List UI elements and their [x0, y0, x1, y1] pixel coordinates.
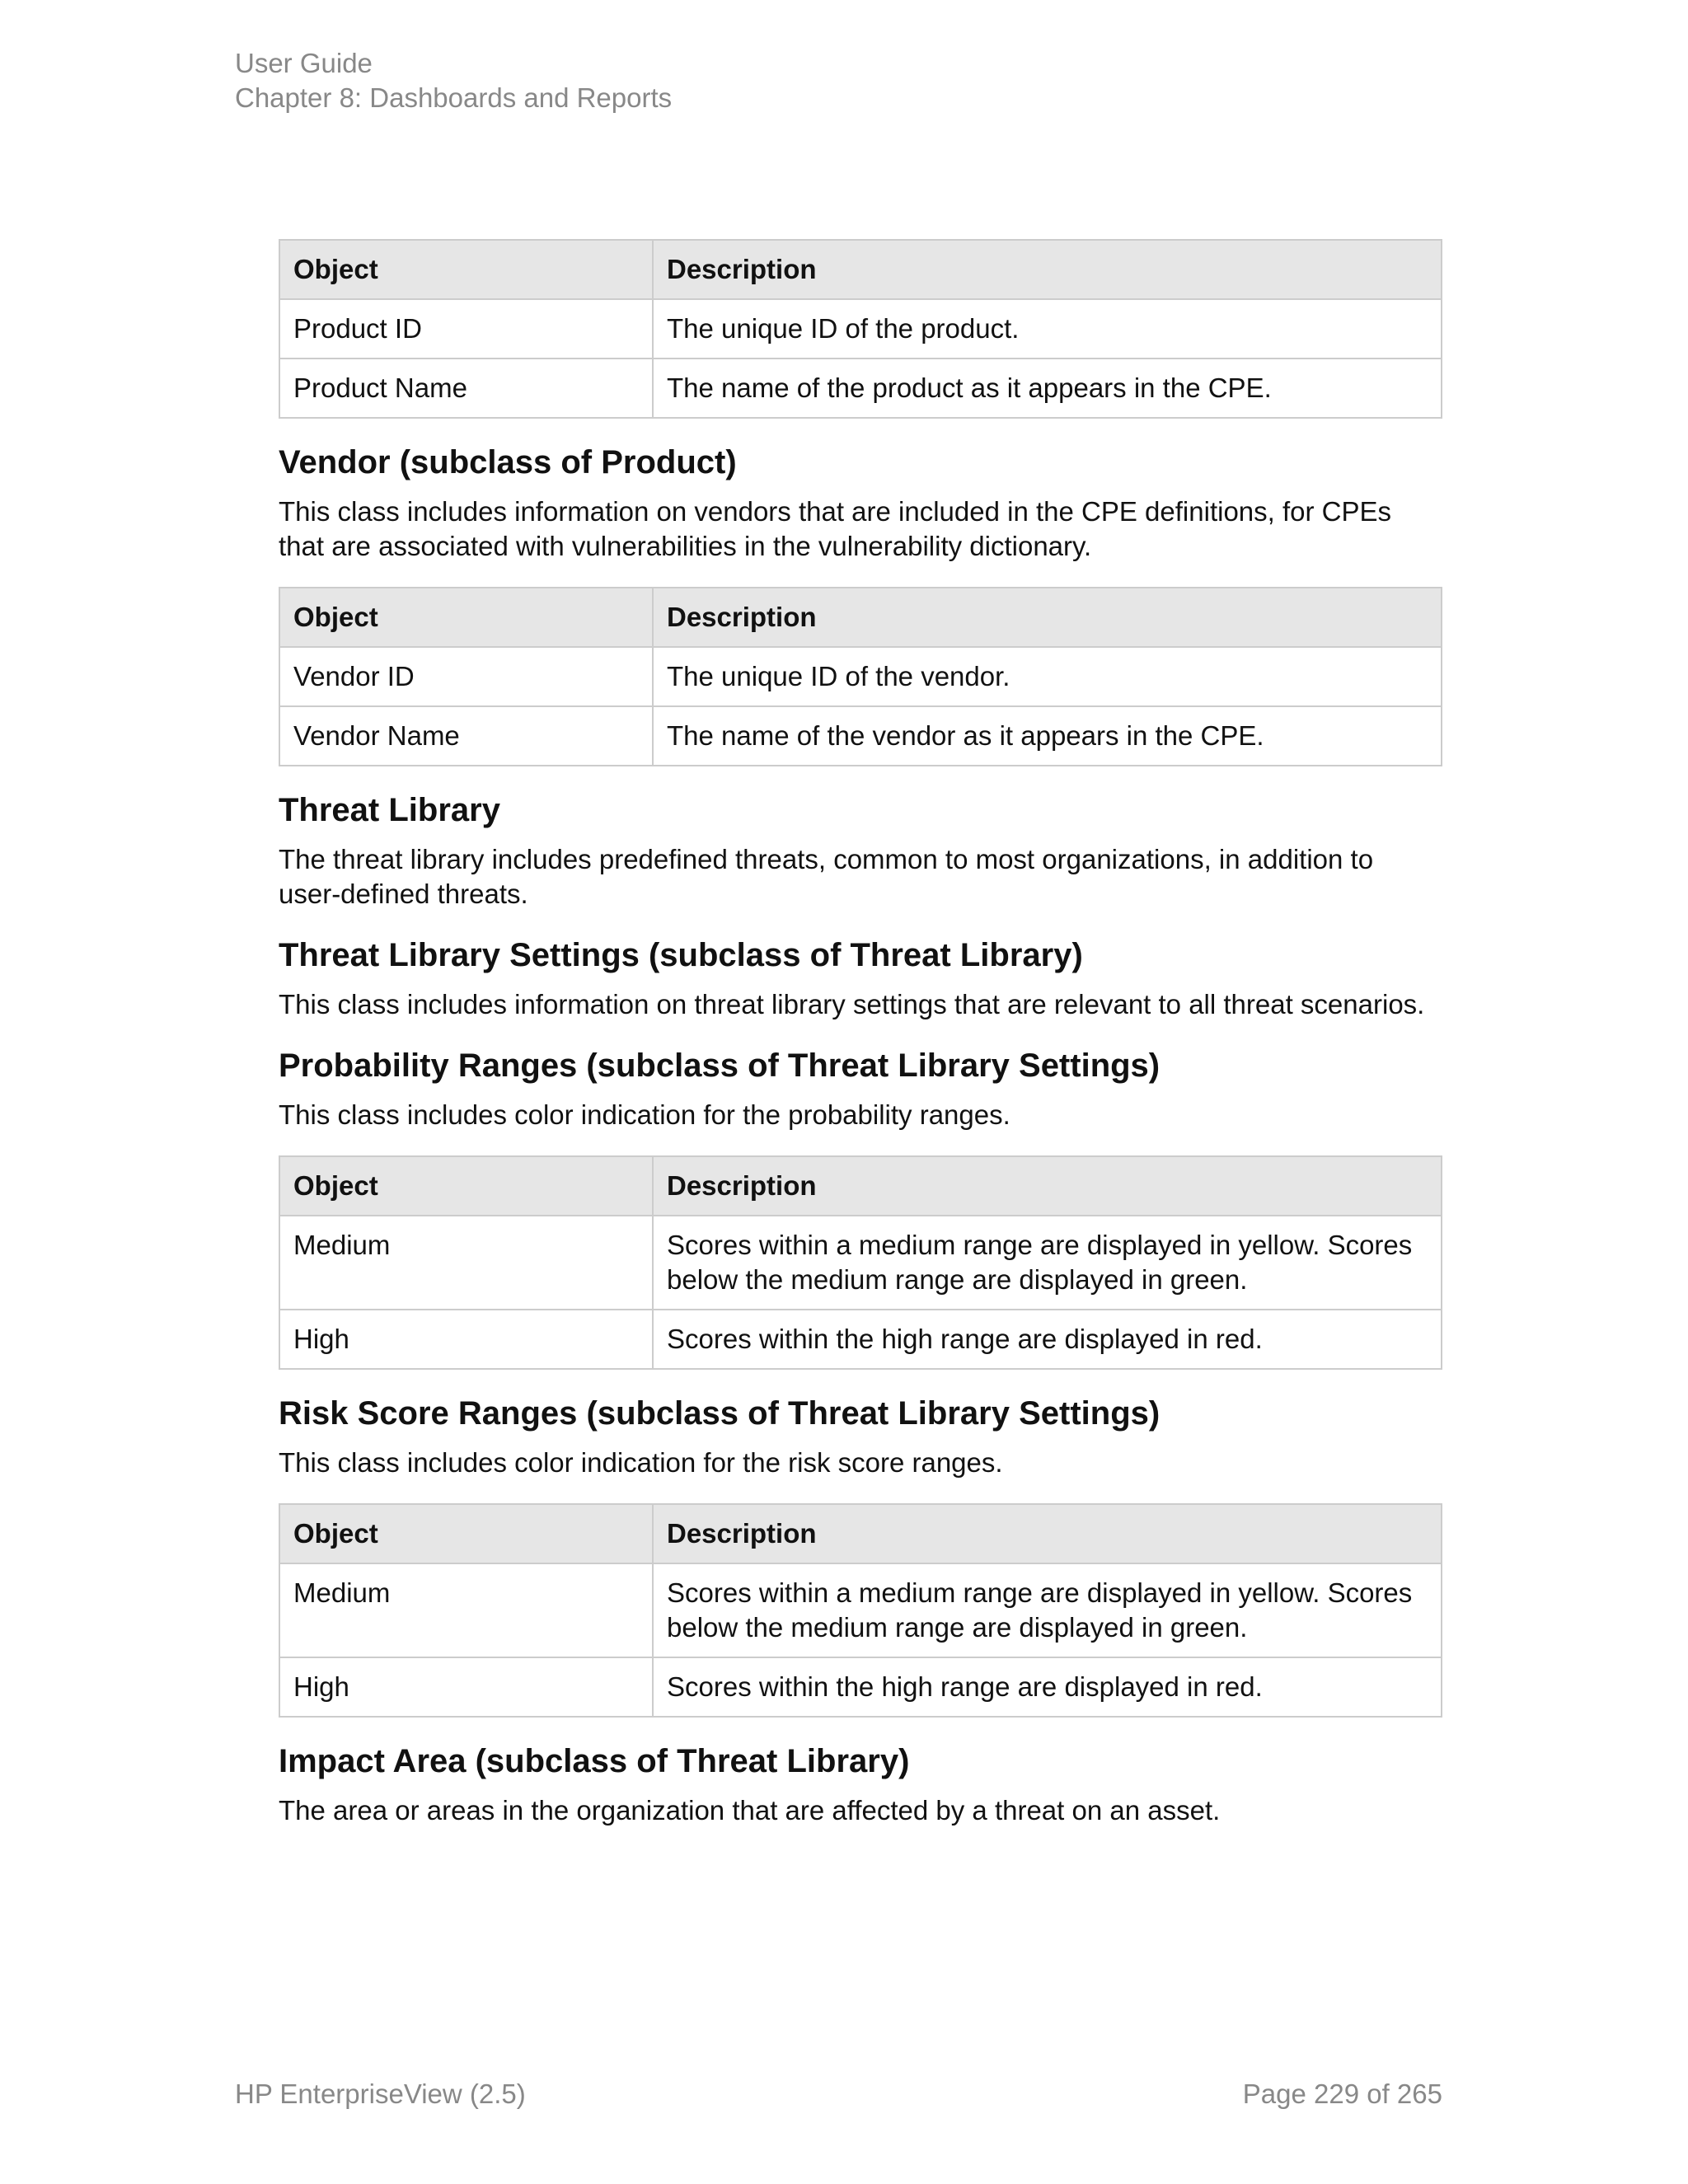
column-header-description: Description — [653, 588, 1442, 647]
object-cell: High — [279, 1310, 653, 1369]
table-row — [279, 1216, 1442, 1310]
header-chapter-title: Chapter 8: Dashboards and Reports — [235, 82, 673, 113]
section-heading-impact-area: Impact Area (subclass of Threat Library) — [279, 1743, 910, 1779]
section-text-impact-area: The area or areas in the organization that are affected by a threat on an asset. — [279, 1795, 1221, 1825]
description-cell: The name of the product as it appears in the CPE. — [653, 359, 1442, 418]
table-row — [279, 1657, 1442, 1717]
section-text-risk-score-ranges: This class includes color indication for the risk score ranges. — [279, 1447, 1003, 1478]
table-row — [279, 1310, 1442, 1369]
table-row — [279, 1563, 1442, 1657]
section-heading-threat-library-settings: Threat Library Settings (subclass of Threat Library) — [279, 937, 1083, 973]
section-text-probability-ranges: This class includes color indication for the probability ranges. — [279, 1099, 1010, 1130]
description-cell: Scores within a medium range are displayed in yellow. Scores below the medium range are displayed in green. — [653, 1216, 1442, 1310]
page-footer — [235, 2077, 1442, 2111]
table-row — [279, 647, 1442, 706]
section-heading-threat-library: Threat Library — [279, 792, 500, 828]
object-cell: Vendor ID — [279, 647, 653, 706]
product-table — [279, 239, 1442, 419]
footer-page-number: Page 229 of 265 — [1242, 2079, 1442, 2109]
object-cell: Vendor Name — [279, 706, 653, 766]
header-guide-title: User Guide — [235, 48, 373, 78]
column-header-description: Description — [653, 1504, 1442, 1563]
description-cell: The unique ID of the vendor. — [653, 647, 1442, 706]
page-header — [235, 46, 672, 115]
table-header-row — [279, 1504, 1442, 1563]
section-heading-vendor: Vendor (subclass of Product) — [279, 444, 737, 480]
vendor-table — [279, 587, 1442, 766]
section-heading-risk-score-ranges: Risk Score Ranges (subclass of Threat Library Settings) — [279, 1395, 1160, 1432]
probability-table — [279, 1155, 1442, 1370]
object-cell: Product ID — [279, 299, 653, 359]
description-cell: The name of the vendor as it appears in the CPE. — [653, 706, 1442, 766]
section-heading-probability-ranges: Probability Ranges (subclass of Threat Library Settings) — [279, 1047, 1160, 1084]
object-cell: Product Name — [279, 359, 653, 418]
risk-score-table — [279, 1503, 1442, 1718]
table-header-row — [279, 240, 1442, 299]
object-cell: High — [279, 1657, 653, 1717]
object-cell: Medium — [279, 1563, 653, 1657]
description-cell: The unique ID of the product. — [653, 299, 1442, 359]
main-content — [279, 239, 1442, 1851]
column-header-object: Object — [279, 588, 653, 647]
section-text-threat-library: The threat library includes predefined threats, common to most organizations, in addition to user-defined threats. — [279, 844, 1374, 909]
object-cell: Medium — [279, 1216, 653, 1310]
column-header-object: Object — [279, 240, 653, 299]
section-text-vendor: This class includes information on vendors that are included in the CPE definitions, for CPEs that are associated with vulnerabilities in the vulnerability dictionary. — [279, 496, 1392, 561]
table-header-row — [279, 1156, 1442, 1216]
table-header-row — [279, 588, 1442, 647]
description-cell: Scores within the high range are displayed in red. — [653, 1657, 1442, 1717]
description-cell: Scores within the high range are displayed in red. — [653, 1310, 1442, 1369]
table-row — [279, 359, 1442, 418]
section-text-threat-library-settings: This class includes information on threat library settings that are relevant to all threat scenarios. — [279, 989, 1425, 1019]
description-cell: Scores within a medium range are displayed in yellow. Scores below the medium range are displayed in green. — [653, 1563, 1442, 1657]
column-header-description: Description — [653, 240, 1442, 299]
column-header-description: Description — [653, 1156, 1442, 1216]
table-row — [279, 706, 1442, 766]
table-row — [279, 299, 1442, 359]
footer-product-name: HP EnterpriseView (2.5) — [235, 2079, 526, 2109]
column-header-object: Object — [279, 1504, 653, 1563]
column-header-object: Object — [279, 1156, 653, 1216]
